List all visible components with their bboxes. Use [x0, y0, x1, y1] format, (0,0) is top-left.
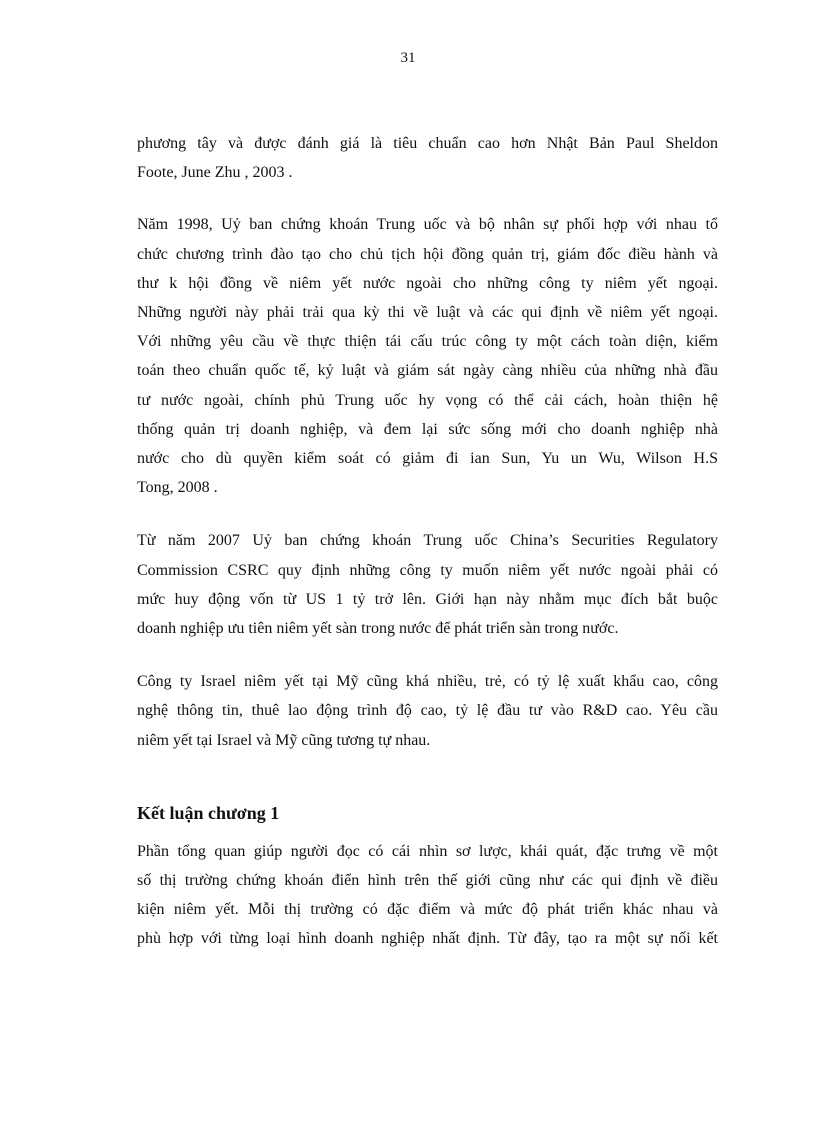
text-line: thống quản trị doanh nghiệp, và đem lại sức sống mới cho doanh nghiệp nhà — [137, 420, 718, 438]
text-line: niêm yết tại Israel và Mỹ cũng tương tự nhau. — [137, 731, 431, 749]
text-line: Những người này phải trải qua kỳ thi về luật và các qui định về niêm yết ngoại. — [137, 304, 718, 322]
text-line: thư k hội đồng về niêm yết nước ngoài cho những công ty niêm yết ngoại. — [137, 274, 718, 292]
text-line: nước cho dù quyền kiểm soát có giảm đi ian Sun, Yu un Wu, Wilson H.S — [137, 450, 718, 468]
text-line: phù hợp với từng loại hình doanh nghiệp nhất định. Từ đây, tạo ra một sự nối kết — [137, 930, 718, 948]
text-line: phương tây và được đánh giá là tiêu chuẩn cao hơn Nhật Bản Paul Sheldon — [137, 135, 718, 152]
text-line: Phần tổng quan giúp người đọc có cái nhìn sơ lược, khái quát, đặc trưng về một — [137, 842, 718, 860]
paragraph-citation-continuation — [137, 129, 718, 187]
text-line: Tong, 2008 . — [137, 479, 218, 497]
text-line: toán theo chuẩn quốc tế, kỷ luật và giám sát ngày càng nhiều của những nhà đầu — [137, 362, 718, 380]
paragraph-israel — [137, 667, 718, 755]
text-line: chức chương trình đào tạo cho chủ tịch hội đồng quản trị, giám đốc điều hành và — [137, 245, 718, 263]
section-heading: Kết luận chương 1 — [137, 802, 280, 823]
text-line: Năm 1998, Uỷ ban chứng khoán Trung uốc và bộ nhân sự phối hợp với nhau tổ — [137, 216, 718, 234]
text-line: Từ năm 2007 Uỷ ban chứng khoán Trung uốc China’s Securities Regulatory — [137, 532, 718, 550]
text-line: số thị trường chứng khoán điển hình trên thế giới cũng như các qui định về điều — [137, 872, 718, 890]
paragraph-csrc-2007 — [137, 526, 718, 643]
text-line: doanh nghiệp ưu tiên niêm yết sàn trong nước để phát triển sàn trong nước. — [137, 620, 619, 638]
text-line: Công ty Israel niêm yết tại Mỹ cũng khá nhiều, trẻ, có tỷ lệ xuất khẩu cao, công — [137, 673, 718, 691]
paragraph-china-1998 — [137, 210, 718, 502]
text-line: Với những yêu cầu về thực thiện tái cấu trúc công ty một cách toàn diện, kiểm — [137, 333, 718, 351]
page-body — [137, 129, 718, 954]
text-line: kiện niêm yết. Mỗi thị trường có đặc điểm và mức độ phát triển khác nhau và — [137, 901, 718, 919]
text-line: Foote, June Zhu , 2003 . — [137, 164, 293, 182]
page-number: 31 — [400, 50, 416, 66]
text-line: mức huy động vốn từ US 1 tỷ trở lên. Giới hạn này nhằm mục đích bắt buộc — [137, 590, 718, 608]
text-line: tư nước ngoài, chính phủ Trung uốc hy vọng có thể cải cách, hoàn thiện hệ — [137, 391, 718, 409]
paragraph-chapter-conclusion — [137, 837, 718, 954]
text-line: Commission CSRC quy định những công ty muốn niêm yết nước ngoài phải có — [137, 561, 718, 579]
text-line: nghệ thông tin, thuê lao động trình độ cao, tỷ lệ đầu tư vào R&D cao. Yêu cầu — [137, 702, 718, 720]
